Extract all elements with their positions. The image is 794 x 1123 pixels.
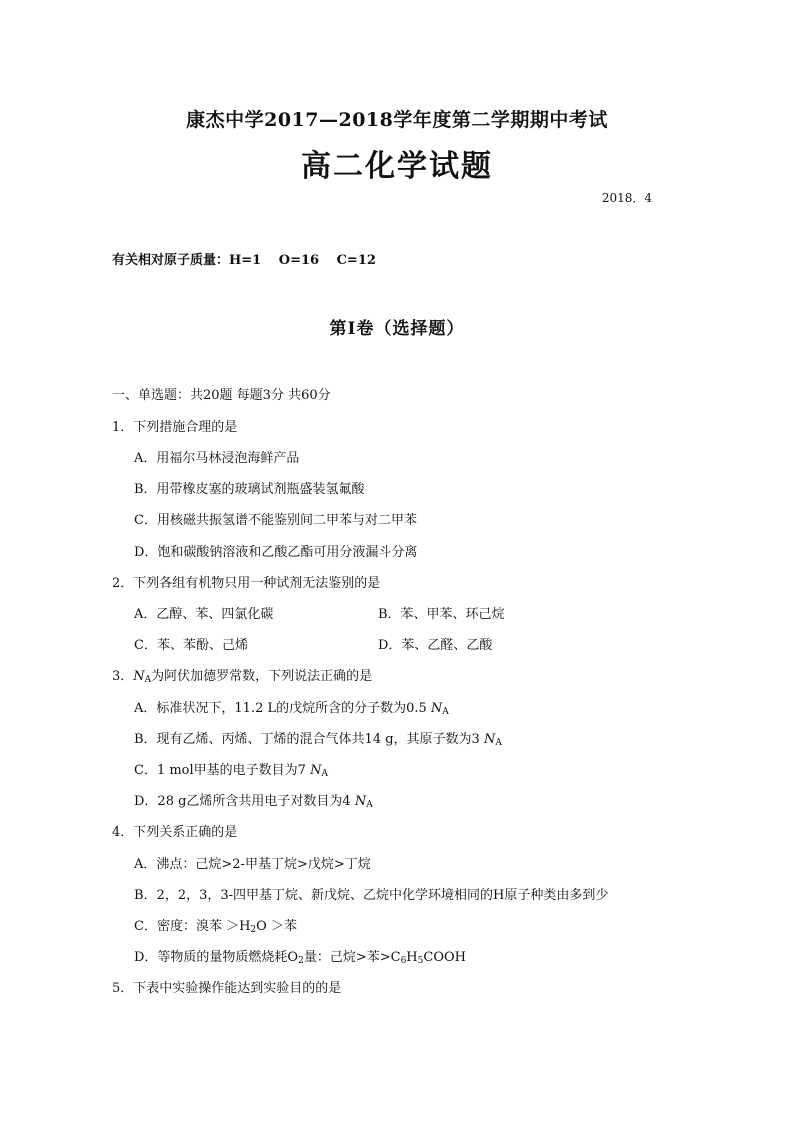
q4-option-c-text: C．密度：溴苯 ＞H (134, 919, 251, 934)
subscript: 2 (250, 925, 257, 935)
avogadro-symbol: N (310, 763, 322, 778)
avogadro-subscript: A (144, 675, 152, 685)
q4-option-c (134, 915, 297, 934)
avogadro-symbol: N (430, 701, 443, 716)
avogadro-subscript: A (321, 769, 328, 779)
exam-date: 2018．4 (601, 191, 652, 205)
section-heading: 一、单选题：共20题 每题3分 共60分 (112, 388, 331, 403)
part-title: 第Ⅰ卷（选择题） (329, 319, 465, 339)
page-title: 高二化学试题 (301, 149, 493, 184)
subscript: 5 (417, 956, 424, 966)
avogadro-subscript: A (366, 800, 373, 810)
q3-number: 3． (112, 669, 134, 684)
q1-option-d: D．饱和碳酸钠溶液和乙酸乙酯可用分液漏斗分离 (134, 545, 418, 560)
q4-option-c-text-end: O ＞苯 (256, 919, 297, 934)
q2-option-a: A．乙醇、苯、四氯化碳 (134, 607, 274, 622)
q3-option-a-text: A．标准状况下，11.2 L的戊烷所含的分子数为0.5 (134, 701, 431, 716)
subscript: 6 (400, 956, 407, 966)
avogadro-subscript: A (495, 738, 502, 748)
school-exam-line: 康杰中学2017—2018学年度第二学期期中考试 (186, 109, 608, 131)
q3-option-d (134, 790, 373, 809)
q2-option-c: C．苯、苯酚、己烯 (134, 638, 248, 653)
question-3-stem (112, 665, 372, 684)
q4-option-d-text-mid: 量：己烷>苯>C (303, 950, 401, 965)
q2-option-b: B．苯、甲苯、环己烷 (378, 607, 505, 622)
question-4-stem: 4．下列关系正确的是 (112, 825, 238, 840)
question-1-stem: 1．下列措施合理的是 (112, 420, 238, 435)
q3-option-a (134, 697, 449, 716)
q4-option-d-text: D．等物质的量物质燃烧耗O (134, 950, 299, 965)
q2-option-d: D．苯、乙醛、乙酸 (378, 638, 493, 653)
avogadro-symbol: N (483, 732, 496, 747)
question-5-stem: 5．下表中实验操作能达到实验目的的是 (112, 981, 342, 996)
subscript: 2 (298, 956, 304, 966)
atomic-masses-note: 有关相对原子质量：H=1 O=16 C=12 (112, 253, 376, 268)
q4-option-d-text-end: COOH (423, 950, 466, 965)
question-2-stem: 2．下列各组有机物只用一种试剂无法鉴别的是 (112, 576, 381, 591)
avogadro-symbol: N (133, 669, 145, 684)
formula-h: H (406, 950, 418, 965)
q3-option-b-text: B．现有乙烯、丙烯、丁烯的混合气体共14 g，其原子数为3 (134, 732, 484, 747)
q4-option-b: B．2，2，3，3-四甲基丁烷、新戊烷、乙烷中化学环境相同的H原子种类由多到少 (134, 888, 609, 903)
q3-stem-text: 为阿伏加德罗常数，下列说法正确的是 (151, 669, 373, 684)
q4-option-d (134, 946, 466, 965)
avogadro-subscript: A (442, 707, 449, 717)
q1-option-c: C．用核磁共振氢谱不能鉴别间二甲苯与对二甲苯 (134, 513, 417, 528)
q4-option-a: A．沸点：己烷>2-甲基丁烷>戊烷>丁烷 (134, 857, 371, 872)
q1-option-a: A．用福尔马林浸泡海鲜产品 (134, 451, 300, 466)
avogadro-symbol: N (354, 794, 367, 809)
q3-option-d-text: D．28 g乙烯所含共用电子对数目为4 (134, 794, 355, 809)
q1-option-b: B．用带橡皮塞的玻璃试剂瓶盛装氢氟酸 (134, 482, 365, 497)
q3-option-c-text: C．1 mol甲基的电子数目为7 (134, 763, 311, 778)
q3-option-b (134, 728, 502, 747)
q3-option-c (134, 759, 328, 778)
